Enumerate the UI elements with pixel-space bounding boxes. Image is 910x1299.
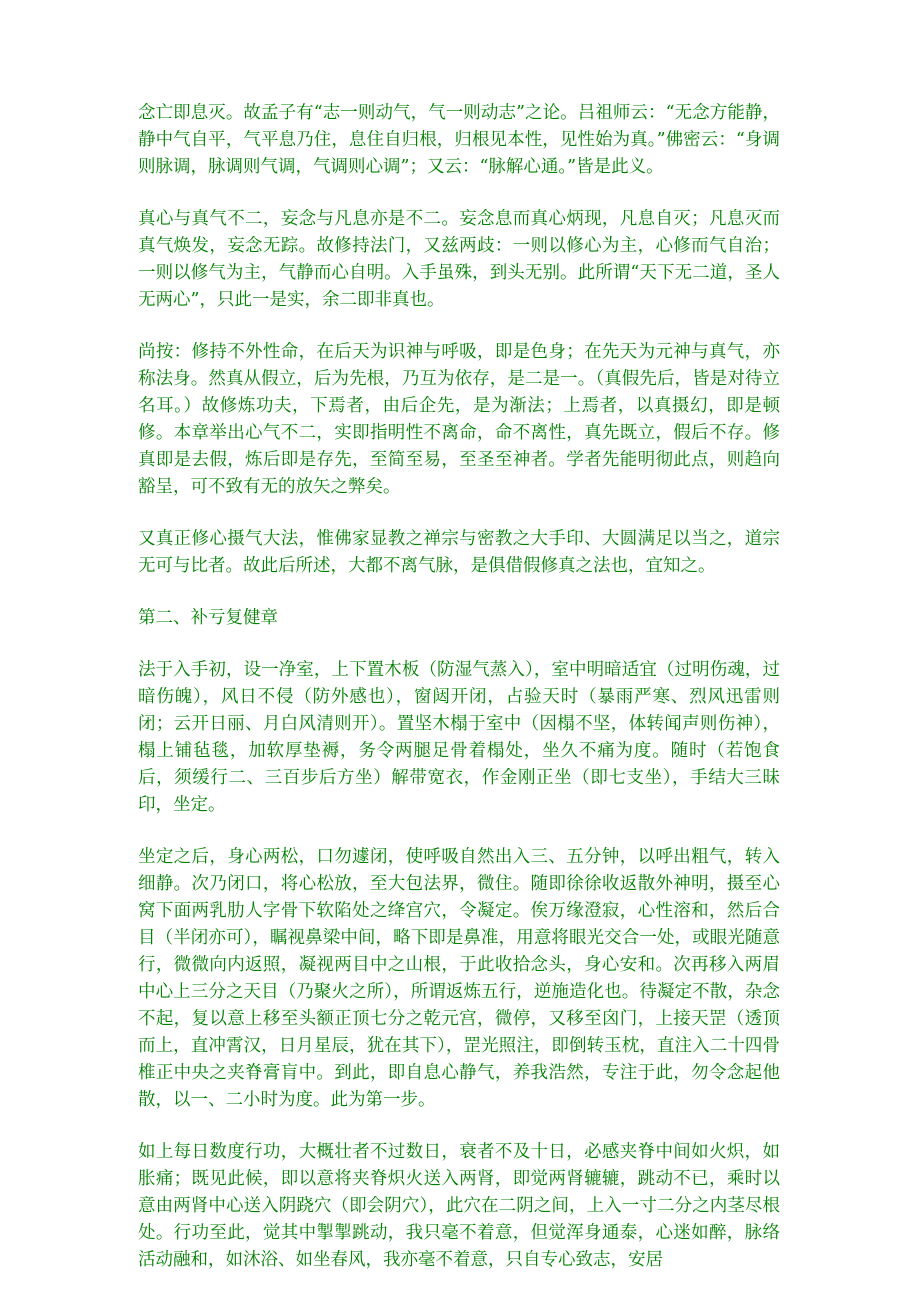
paragraph-5: 法于入手初，设一净室，上下置木板（防湿气蒸入），室中明暗适宜（过明伤魂，过暗伤魄），风日不侵（防外感也），窗闼开闭，占验天时（暴雨严寒、烈风迅雷则闭；云开日丽、月白风清则开）。置坚木榻于室中（因榻不坚，体转闻声则伤神），榻上铺毡毯，加软厚垫褥，务令两腿足骨着榻处，坐久不痛为度。随时（若饱食后，须缓行二、三百步后方坐）解带宽衣，作金刚正坐（即七支坐），手结大三昧印，坐定。	[138, 660, 780, 815]
paragraph-1: 念亡即息灭。故孟子有“志一则动气，气一则动志”之论。吕祖师云：“无念方能静，静中气自平，气平息乃住，息住自归根，归根见本性，见性始为真。”佛密云：“身调则脉调，脉调则气调，气调则心调”；又云：“脉解心通。”皆是此义。	[138, 103, 780, 177]
paragraph-7: 如上每日数度行功，大概壮者不过数日，衰者不及十日，必感夹脊中间如火炽，如胀痛；既见此候，即以意将夹脊炽火送入两肾，即觉两肾辘辘，跳动不已，乘时以意由两肾中心送入阴跷穴（即会阴穴），此穴在二阴之间，上入一寸二分之内茎尽根处。行功至此，觉其中掣掣跳动，我只毫不着意，但觉浑身通泰，心迷如醉，脉络活动融和，如沐浴、如坐春风，我亦毫不着意，只自专心致志，安居	[138, 1142, 780, 1270]
paragraph-4: 又真正修心摄气大法，惟佛家显教之禅宗与密教之大手印、大圆满足以当之，道宗无可与比者。故此后所述，大都不离气脉，是俱借假修真之法也，宜知之。	[138, 529, 780, 576]
document-page	[138, 100, 780, 1299]
paragraph-2: 真心与真气不二，妄念与凡息亦是不二。妄念息而真心炳现，凡息自灭；凡息灭而真气焕发，妄念无踪。故修持法门，又兹两歧：一则以修心为主，心修而气自治；一则以修气为主，气静而心自明。入手虽殊，到头无别。此所谓“天下无二道，圣人无两心”，只此一是实，余二即非真也。	[138, 209, 780, 310]
section-heading: 第二、补亏复健章	[138, 608, 278, 628]
paragraph-3: 尚按：修持不外性命，在后天为识神与呼吸，即是色身；在先天为元神与真气，亦称法身。然真从假立，后为先根，乃互为依存，是二是一。（真假先后，皆是对待立名耳。）故修炼功夫，下焉者，由后企先，是为渐法；上焉者，以真摄幻，即是顿修。本章举出心气不二，实即指明性不离命，命不离性，真先既立，假后不存。修真即是去假，炼后即是存先，至简至易，至圣至神者。学者先能明彻此点，则趋向豁呈，可不致有无的放矢之弊矣。	[138, 342, 780, 497]
paragraph-6: 坐定之后，身心两松，口勿遽闭，使呼吸自然出入三、五分钟，以呼出粗气，转入细静。次乃闭口，将心松放，至大包法界，微住。随即徐徐收返散外神明，摄至心窝下面两乳肋人字骨下软陷处之绛宫穴，令凝定。俟万缘澄寂，心性溶和，然后合目（半闭亦可），瞩视鼻梁中间，略下即是鼻准，用意将眼光交合一处，或眼光随意行，微微向内返照，凝视两目中之山根，于此收拾念头，身心安和。次再移入两眉中心上三分之天目（乃聚火之所），所谓返炼五行，逆施造化也。待凝定不散，杂念不起，复以意上移至头额正顶七分之乾元宫，微停，又移至囟门，上接天罡（透顶而上，直冲霄汉，日月星辰，犹在其下），罡光照注，即倒转玉枕，直注入二十四骨椎正中央之夹脊膏肓中。到此，即自息心静气，养我浩然，专注于此，勿令念起他散，以一、二小时为度。此为第一步。	[138, 847, 780, 1110]
